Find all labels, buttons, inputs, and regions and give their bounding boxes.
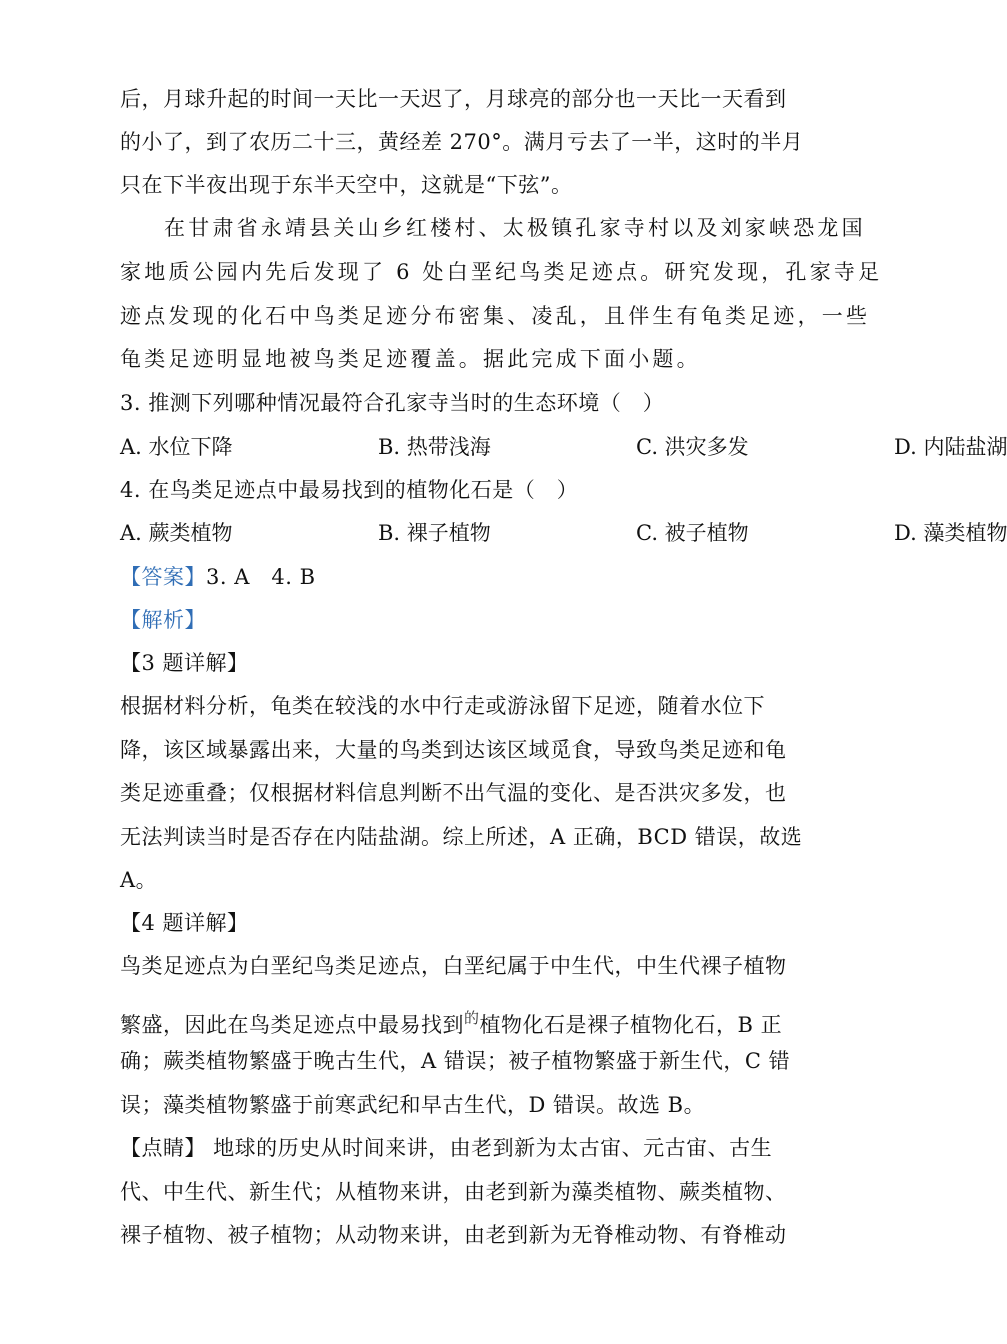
passage-line-1: 后，月球升起的时间一天比一天迟了，月球亮的部分也一天比一天看到 — [120, 87, 787, 111]
note-line-1: 【点睛】 地球的历史从时间来讲，由老到新为太古宙、元古宙、古生 — [120, 1136, 773, 1160]
detail-4-line-1: 鸟类足迹点为白垩纪鸟类足迹点，白垩纪属于中生代，中生代裸子植物 — [120, 954, 787, 978]
detail-4-line-4: 误；藻类植物繁盛于前寒武纪和早古生代，D 错误。故选 B。 — [120, 1093, 706, 1117]
question-4-option-c: C. 被子植物 — [636, 521, 749, 545]
question-4-option-a: A. 蕨类植物 — [120, 521, 233, 545]
answer-line — [120, 562, 316, 592]
detail-3-line-5: A。 — [120, 868, 158, 892]
question-3-option-c: C. 洪灾多发 — [636, 435, 749, 459]
detail-3-title: 【3 题详解】 — [120, 651, 249, 675]
question-3-option-a: A. 水位下降 — [120, 435, 233, 459]
question-4-stem: 4. 在鸟类足迹点中最易找到的植物化石是（ ） — [120, 478, 579, 502]
detail-3-line-1: 根据材料分析，龟类在较浅的水中行走或游泳留下足迹，随着水位下 — [120, 694, 765, 718]
question-3-stem: 3. 推测下列哪种情况最符合孔家寺当时的生态环境（ ） — [120, 391, 665, 415]
detail-4-line-2-start: 繁盛，因此在鸟类足迹点中最易找到 — [120, 1013, 464, 1037]
detail-3-line-2: 降，该区域暴露出来，大量的鸟类到达该区域觅食，导致鸟类足迹和龟 — [120, 738, 787, 762]
question-3-option-d: D. 内陆盐湖 — [894, 435, 1007, 459]
question-4-option-d: D. 藻类植物 — [894, 521, 1007, 545]
material-line-2: 家地质公园内先后发现了 6 处白垩纪鸟类足迹点。研究发现，孔家寺足 — [120, 260, 883, 284]
passage-line-3: 只在下半夜出现于东半天空中，这就是“下弦”。 — [120, 173, 573, 197]
passage-line-2: 的小了，到了农历二十三，黄经差 270°。满月亏去了一半，这时的半月 — [120, 130, 804, 154]
question-3-option-b: B. 热带浅海 — [378, 435, 491, 459]
detail-3-line-4: 无法判读当时是否存在内陆盐湖。综上所述，A 正确，BCD 错误，故选 — [120, 825, 803, 849]
material-line-3: 迹点发现的化石中鸟类足迹分布密集、凌乱，且伴生有龟类足迹，一些 — [120, 304, 871, 328]
analysis-tag: 【解析】 — [120, 608, 206, 632]
note-line-2: 代、中生代、新生代；从植物来讲，由老到新为藻类植物、蕨类植物、 — [120, 1180, 787, 1204]
detail-3-line-3: 类足迹重叠；仅根据材料信息判断不出气温的变化、是否洪灾多发，也 — [120, 781, 787, 805]
answer-text: 3. A 4. B — [206, 565, 316, 589]
detail-4-title: 【4 题详解】 — [120, 911, 249, 935]
detail-4-raised-char: 的 — [464, 1009, 480, 1027]
detail-4-line-2 — [120, 1003, 782, 1040]
material-line-4: 龟类足迹明显地被鸟类足迹覆盖。据此完成下面小题。 — [120, 347, 701, 371]
material-line-1: 在甘肃省永靖县关山乡红楼村、太极镇孔家寺村以及刘家峡恐龙国 — [164, 216, 866, 240]
question-4-option-b: B. 裸子植物 — [378, 521, 491, 545]
detail-4-line-3: 确；蕨类植物繁盛于晚古生代，A 错误；被子植物繁盛于新生代，C 错 — [120, 1049, 791, 1073]
note-line-3: 裸子植物、被子植物；从动物来讲，由老到新为无脊椎动物、有脊椎动 — [120, 1223, 787, 1247]
answer-tag: 【答案】 — [120, 565, 206, 589]
detail-4-line-2-end: 植物化石是裸子植物化石，B 正 — [479, 1013, 783, 1037]
